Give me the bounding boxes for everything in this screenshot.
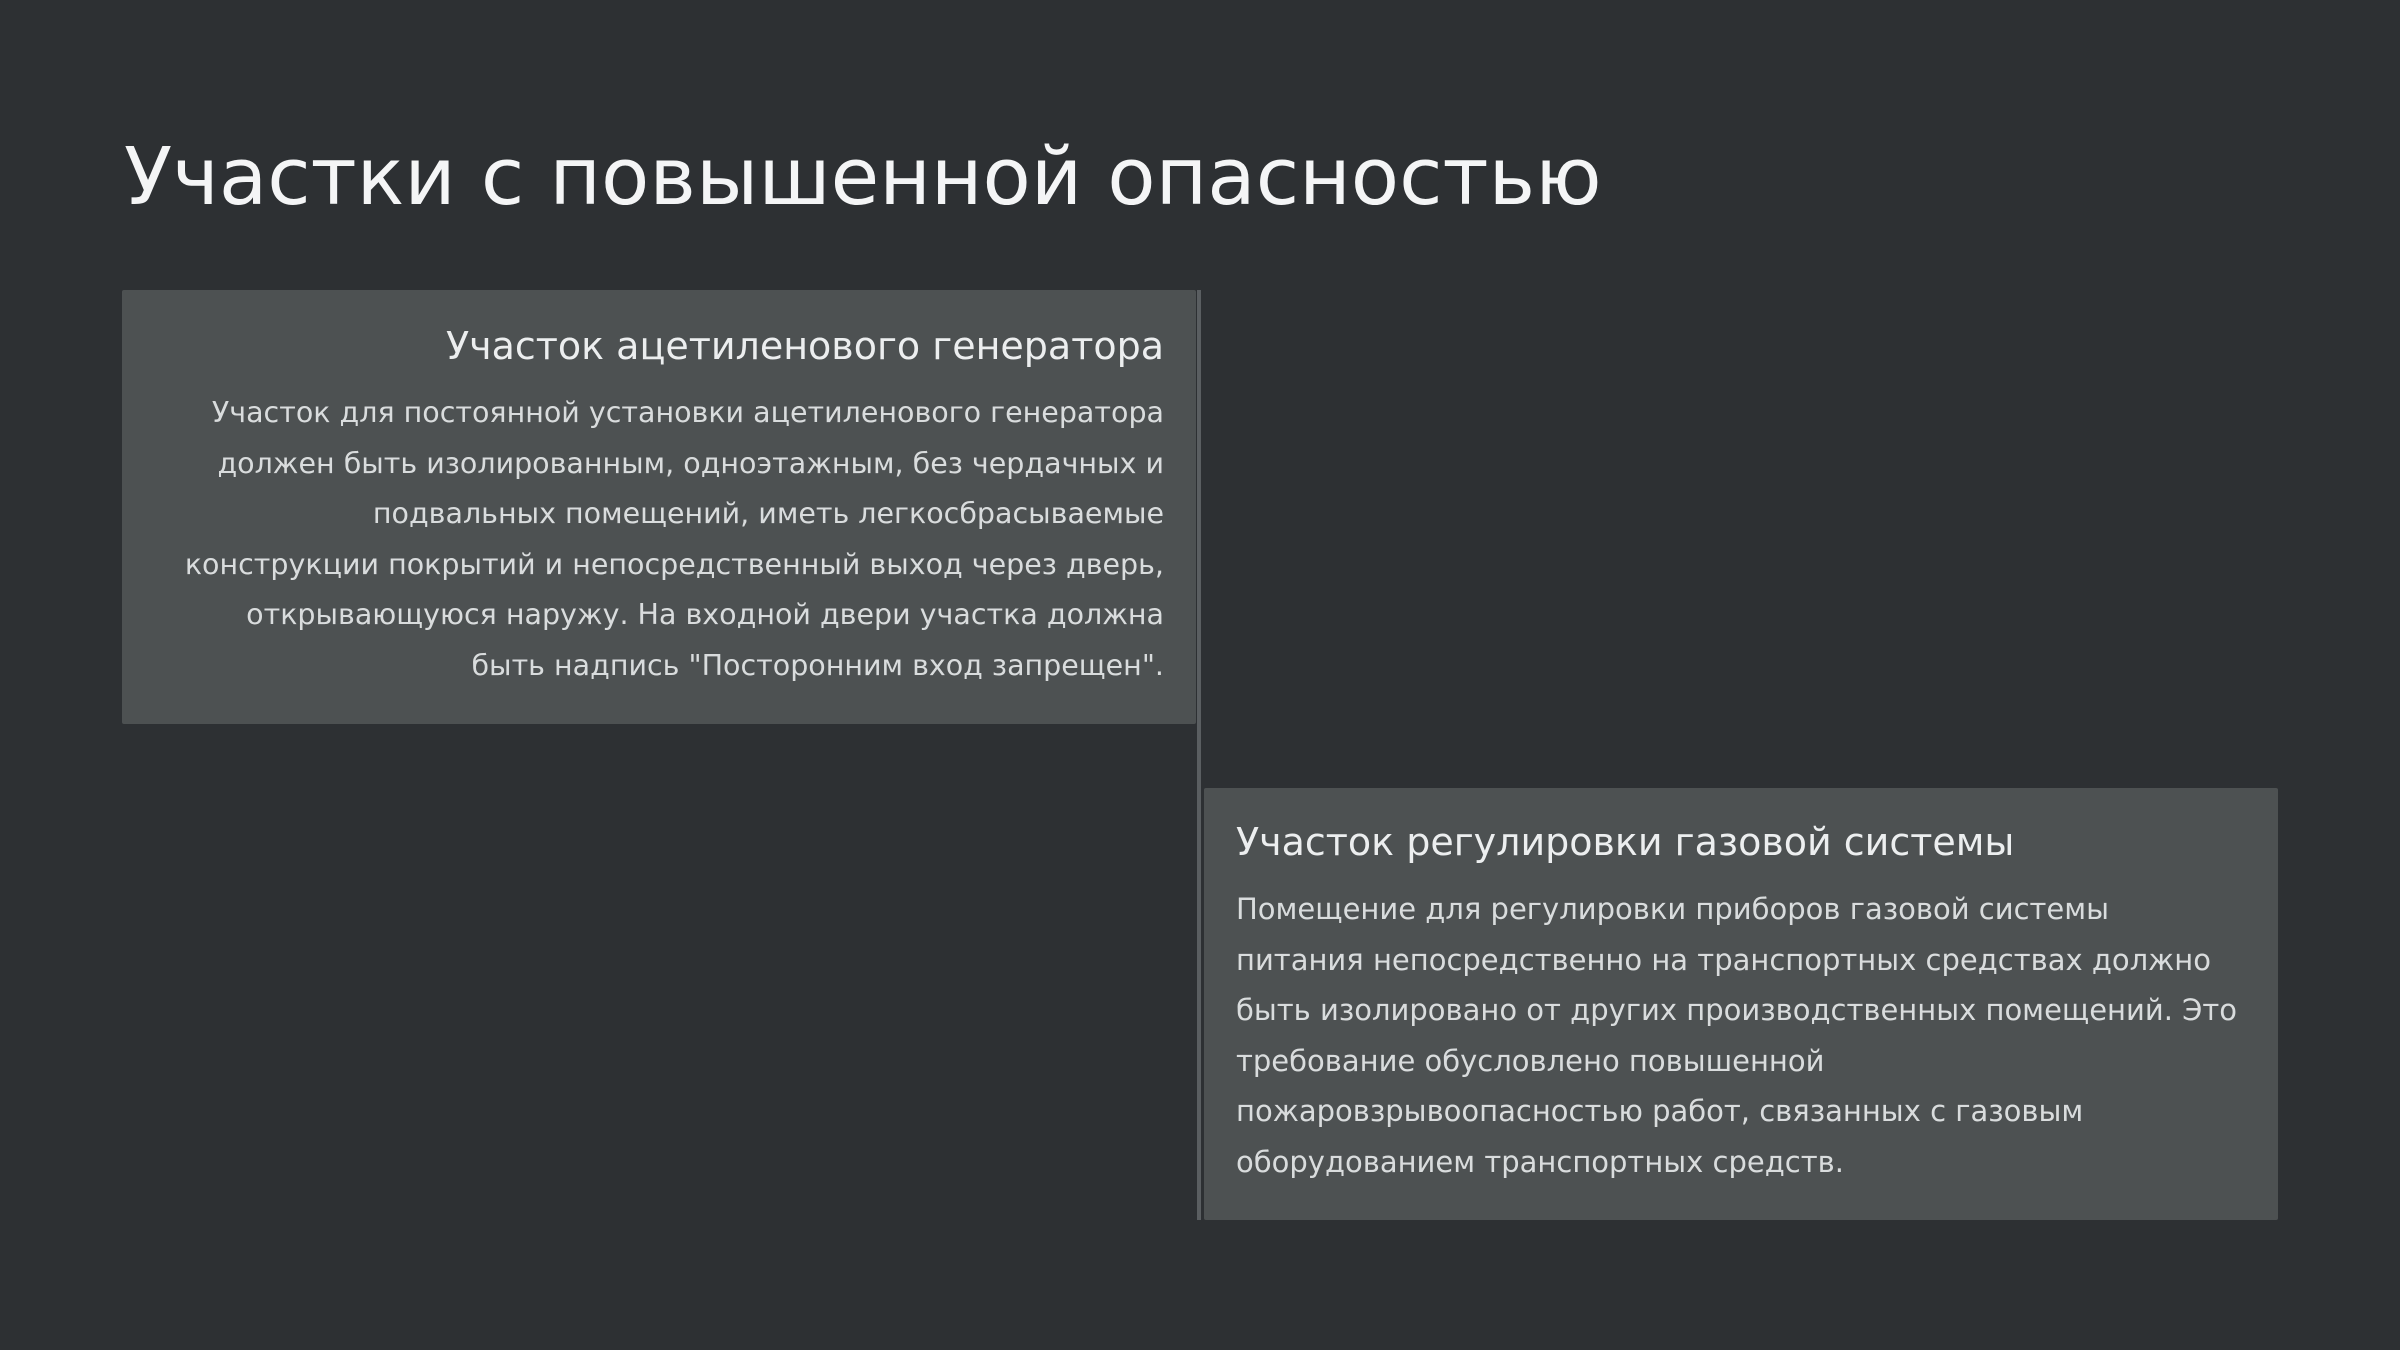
card-text: [1236, 884, 2246, 1187]
card-text-line: быть изолировано от других производственных помещений. Это: [1236, 993, 2238, 1027]
card-text-line: быть надпись "Посторонним вход запрещен".: [471, 648, 1164, 682]
card-text-line: Участок для постоянной установки ацетиленового генератора: [211, 396, 1164, 429]
card-text-line: открывающуюся наружу. На входной двери участка должна: [246, 598, 1164, 631]
card-text-line: требование обусловлено повышенной: [1236, 1043, 1825, 1078]
card-text-line: конструкции покрытий и непосредственный выход через дверь,: [184, 547, 1164, 581]
timeline-divider: [1197, 290, 1201, 1220]
card-text-line: Помещение для регулировки приборов газовой системы: [1236, 892, 2110, 926]
card-text: [154, 388, 1164, 691]
card-gas-system-adjustment: [1204, 788, 2278, 1220]
card-text-line: питания непосредственно на транспортных средствах должно: [1236, 942, 2211, 977]
card-text-line: должен быть изолированным, одноэтажным, без чердачных и: [217, 446, 1164, 480]
card-text-line: оборудованием транспортных средств.: [1236, 1144, 1844, 1179]
card-title: Участок регулировки газовой системы: [1236, 820, 2015, 864]
slide-title: Участки с повышенной опасностью: [124, 131, 1602, 223]
card-acetylene-generator: [122, 290, 1196, 724]
card-title: Участок ацетиленового генератора: [445, 324, 1164, 368]
card-text-line: подвальных помещений, иметь легкосбрасываемые: [372, 497, 1164, 530]
card-text-line: пожаровзрывоопасностью работ, связанных с газовым: [1236, 1094, 2084, 1128]
